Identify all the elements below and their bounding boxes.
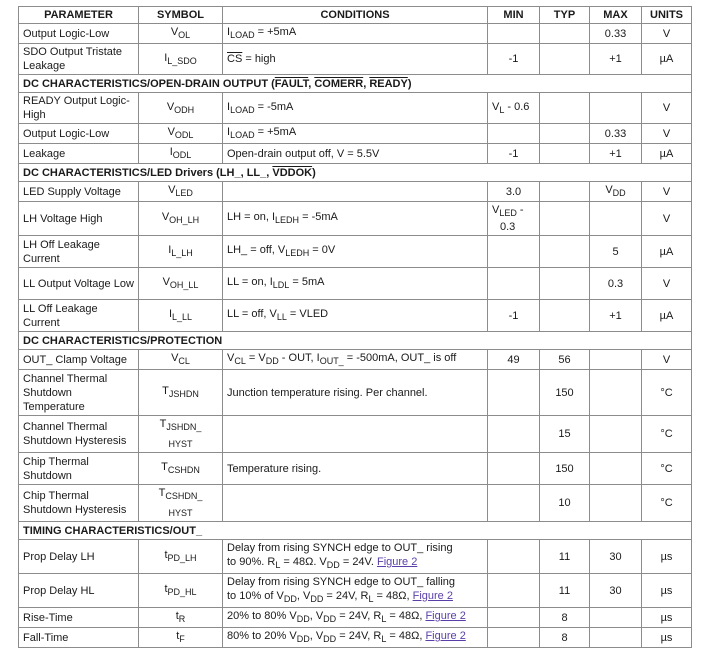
typ-cell [540,44,590,75]
typ-cell [540,182,590,202]
max-cell [590,608,642,628]
table-row [19,202,692,236]
units-cell: µs [642,540,692,574]
symbol-cell: $V_{OH\_LL}$ [139,268,223,300]
max-cell [590,350,642,370]
min-cell [488,124,540,144]
min-cell: -1 [488,144,540,164]
symbol-cell: $t_{PD\_LH}$ [139,540,223,574]
max-cell: 0.33 [590,124,642,144]
param-cell: Fall-Time [19,628,139,648]
max-cell: $V_{DD}$ [590,182,642,202]
max-cell: 5 [590,236,642,268]
conditions-cell [223,416,488,453]
section-protection [19,332,692,350]
typ-cell: 11 [540,540,590,574]
header-symbol: SYMBOL [139,7,223,24]
units-cell: °C [642,370,692,416]
header-row [19,7,692,24]
symbol-cell: $V_{ODH}$ [139,93,223,124]
conditions-cell: $I_{LOAD} = +5mA$ [223,124,488,144]
conditions-cell: LL = on, $I_{LDL} = 5mA$ [223,268,488,300]
symbol-cell: $I_{ODL}$ [139,144,223,164]
typ-cell [540,268,590,300]
param-cell: Chip Thermal Shutdown Hysteresis [19,485,139,522]
min-cell [488,485,540,522]
typ-cell [540,144,590,164]
section-open-drain [19,75,692,93]
typ-cell: 56 [540,350,590,370]
max-cell [590,370,642,416]
max-cell: +1 [590,144,642,164]
units-cell: µA [642,300,692,332]
typ-cell: 8 [540,628,590,648]
conditions-cell: Temperature rising. [223,453,488,485]
units-cell: µA [642,144,692,164]
param-cell: Output Logic-Low [19,124,139,144]
units-cell: °C [642,453,692,485]
typ-cell [540,24,590,44]
min-cell [488,416,540,453]
param-cell: SDO Output Tristate Leakage [19,44,139,75]
figure-2-link[interactable]: Figure 2 [377,556,418,568]
conditions-cell: Open-drain output off, V = 5.5V [223,144,488,164]
units-cell: V [642,350,692,370]
units-cell: V [642,24,692,44]
conditions-cell: LL = off, $V_{LL}$ = VLED [223,300,488,332]
min-cell: -1 [488,300,540,332]
header-units: UNITS [642,7,692,24]
table-row [19,44,692,75]
symbol-cell: $V_{OL}$ [139,24,223,44]
conditions-cell: $V_{CL} = V_{DD}$ - OUT, $I_{OUT\_} = -500mA$, OUT_ is off [223,350,488,370]
typ-cell [540,202,590,236]
max-cell [590,202,642,236]
units-cell: µA [642,236,692,268]
table-row [19,453,692,485]
electrical-characteristics-table [18,6,692,648]
units-cell: V [642,182,692,202]
param-cell: OUT_ Clamp Voltage [19,350,139,370]
typ-cell: 150 [540,453,590,485]
param-cell: Channel Thermal Shutdown Hysteresis [19,416,139,453]
table-row [19,24,692,44]
min-cell [488,24,540,44]
conditions-cell [223,182,488,202]
param-cell: LL Output Voltage Low [19,268,139,300]
typ-cell [540,93,590,124]
table-row [19,416,692,453]
symbol-cell: $t_{PD\_HL}$ [139,574,223,608]
header-conditions: CONDITIONS [223,7,488,24]
table-row [19,236,692,268]
max-cell [590,453,642,485]
min-cell [488,268,540,300]
typ-cell: 150 [540,370,590,416]
min-cell [488,540,540,574]
header-typ: TYP [540,7,590,24]
min-cell: 3.0 [488,182,540,202]
param-cell: Leakage [19,144,139,164]
section-title: DC CHARACTERISTICS/LED Drivers (LH_, LL_, VDDOK) [19,164,692,182]
units-cell: µs [642,608,692,628]
max-cell [590,416,642,453]
symbol-cell: $t_R$ [139,608,223,628]
typ-cell [540,124,590,144]
header-min: MIN [488,7,540,24]
min-cell [488,370,540,416]
symbol-cell: $t_F$ [139,628,223,648]
table-row [19,182,692,202]
table-row [19,628,692,648]
param-cell: LH Off Leakage Current [19,236,139,268]
table-row [19,350,692,370]
max-cell: +1 [590,44,642,75]
units-cell: °C [642,485,692,522]
max-cell [590,93,642,124]
conditions-cell: $\overline{CS}$ = high [223,44,488,75]
conditions-cell [223,485,488,522]
section-title: TIMING CHARACTERISTICS/OUT_ [19,522,692,540]
section-title: DC CHARACTERISTICS/PROTECTION [19,332,692,350]
symbol-cell: $I_{L\_SDO}$ [139,44,223,75]
table-row [19,608,692,628]
min-cell: -1 [488,44,540,75]
header-parameter: PARAMETER [19,7,139,24]
symbol-cell: $T_{JSHDN}$ [139,370,223,416]
min-cell [488,574,540,608]
min-cell [488,236,540,268]
figure-2-link[interactable]: Figure 2 [425,630,466,642]
table-row [19,370,692,416]
units-cell: V [642,93,692,124]
table-row [19,485,692,522]
typ-cell: 8 [540,608,590,628]
units-cell: µs [642,628,692,648]
max-cell: 30 [590,574,642,608]
symbol-cell: $T_{JSHDN\_}$ $_{HYST}$ [139,416,223,453]
min-cell [488,453,540,485]
typ-cell: 15 [540,416,590,453]
typ-cell: 10 [540,485,590,522]
param-cell: Channel Thermal Shutdown Temperature [19,370,139,416]
typ-cell [540,300,590,332]
table-row [19,93,692,124]
symbol-cell: $I_{L\_LH}$ [139,236,223,268]
conditions-cell: Junction temperature rising. Per channel. [223,370,488,416]
max-cell: +1 [590,300,642,332]
max-cell [590,485,642,522]
max-cell: 0.3 [590,268,642,300]
conditions-cell: 20% to 80% $V_{DD}$, $V_{DD} = 24V$, $R_L = 48\Omega$, Figure 2 [223,608,488,628]
conditions-cell: LH = on, $I_{LEDH} = -5mA$ [223,202,488,236]
table-row [19,124,692,144]
param-cell: LH Voltage High [19,202,139,236]
conditions-cell: $I_{LOAD} = +5mA$ [223,24,488,44]
symbol-cell: $I_{L\_LL}$ [139,300,223,332]
param-cell: Prop Delay LH [19,540,139,574]
param-cell: LED Supply Voltage [19,182,139,202]
table-row [19,268,692,300]
units-cell: °C [642,416,692,453]
table-row [19,574,692,608]
max-cell [590,628,642,648]
symbol-cell: $V_{CL}$ [139,350,223,370]
section-timing [19,522,692,540]
symbol-cell: $V_{LED}$ [139,182,223,202]
symbol-cell: $T_{CSHDN\_}$ $_{HYST}$ [139,485,223,522]
max-cell: 30 [590,540,642,574]
param-cell: Chip Thermal Shutdown [19,453,139,485]
param-cell: Output Logic-Low [19,24,139,44]
min-cell: $V_{LED}$ - 0.3 [488,202,540,236]
symbol-cell: $T_{CSHDN}$ [139,453,223,485]
section-led-drivers [19,164,692,182]
table-row [19,540,692,574]
min-cell [488,608,540,628]
section-title: DC CHARACTERISTICS/OPEN-DRAIN OUTPUT (FAULT, COMERR, READY) [19,75,692,93]
param-cell: LL Off Leakage Current [19,300,139,332]
conditions-cell: LH_ = off, $V_{LEDH} = 0V$ [223,236,488,268]
symbol-cell: $V_{ODL}$ [139,124,223,144]
figure-2-link[interactable]: Figure 2 [425,610,466,622]
typ-cell: 11 [540,574,590,608]
table-row [19,144,692,164]
conditions-cell: Delay from rising SYNCH edge to OUT_ rising to 90%. $R_L = 48\Omega$. $V_{DD} = 24V$. Figure 2 [223,540,488,574]
conditions-cell: 80% to 20% $V_{DD}$, $V_{DD} = 24V$, $R_L = 48\Omega$, Figure 2 [223,628,488,648]
param-cell: Rise-Time [19,608,139,628]
conditions-cell: Delay from rising SYNCH edge to OUT_ falling to 10% of $V_{DD}$, $V_{DD} = 24V$, $R_L = 48\Omega$, Figure 2 [223,574,488,608]
min-cell [488,628,540,648]
units-cell: µA [642,44,692,75]
min-cell: $V_L - 0.6$ [488,93,540,124]
typ-cell [540,236,590,268]
header-max: MAX [590,7,642,24]
max-cell: 0.33 [590,24,642,44]
conditions-cell: $I_{LOAD} = -5mA$ [223,93,488,124]
units-cell: µs [642,574,692,608]
table-row [19,300,692,332]
units-cell: V [642,268,692,300]
symbol-cell: $V_{OH\_LH}$ [139,202,223,236]
units-cell: V [642,124,692,144]
min-cell: 49 [488,350,540,370]
param-cell: READY Output Logic-High [19,93,139,124]
units-cell: V [642,202,692,236]
figure-2-link[interactable]: Figure 2 [412,590,453,602]
param-cell: Prop Delay HL [19,574,139,608]
